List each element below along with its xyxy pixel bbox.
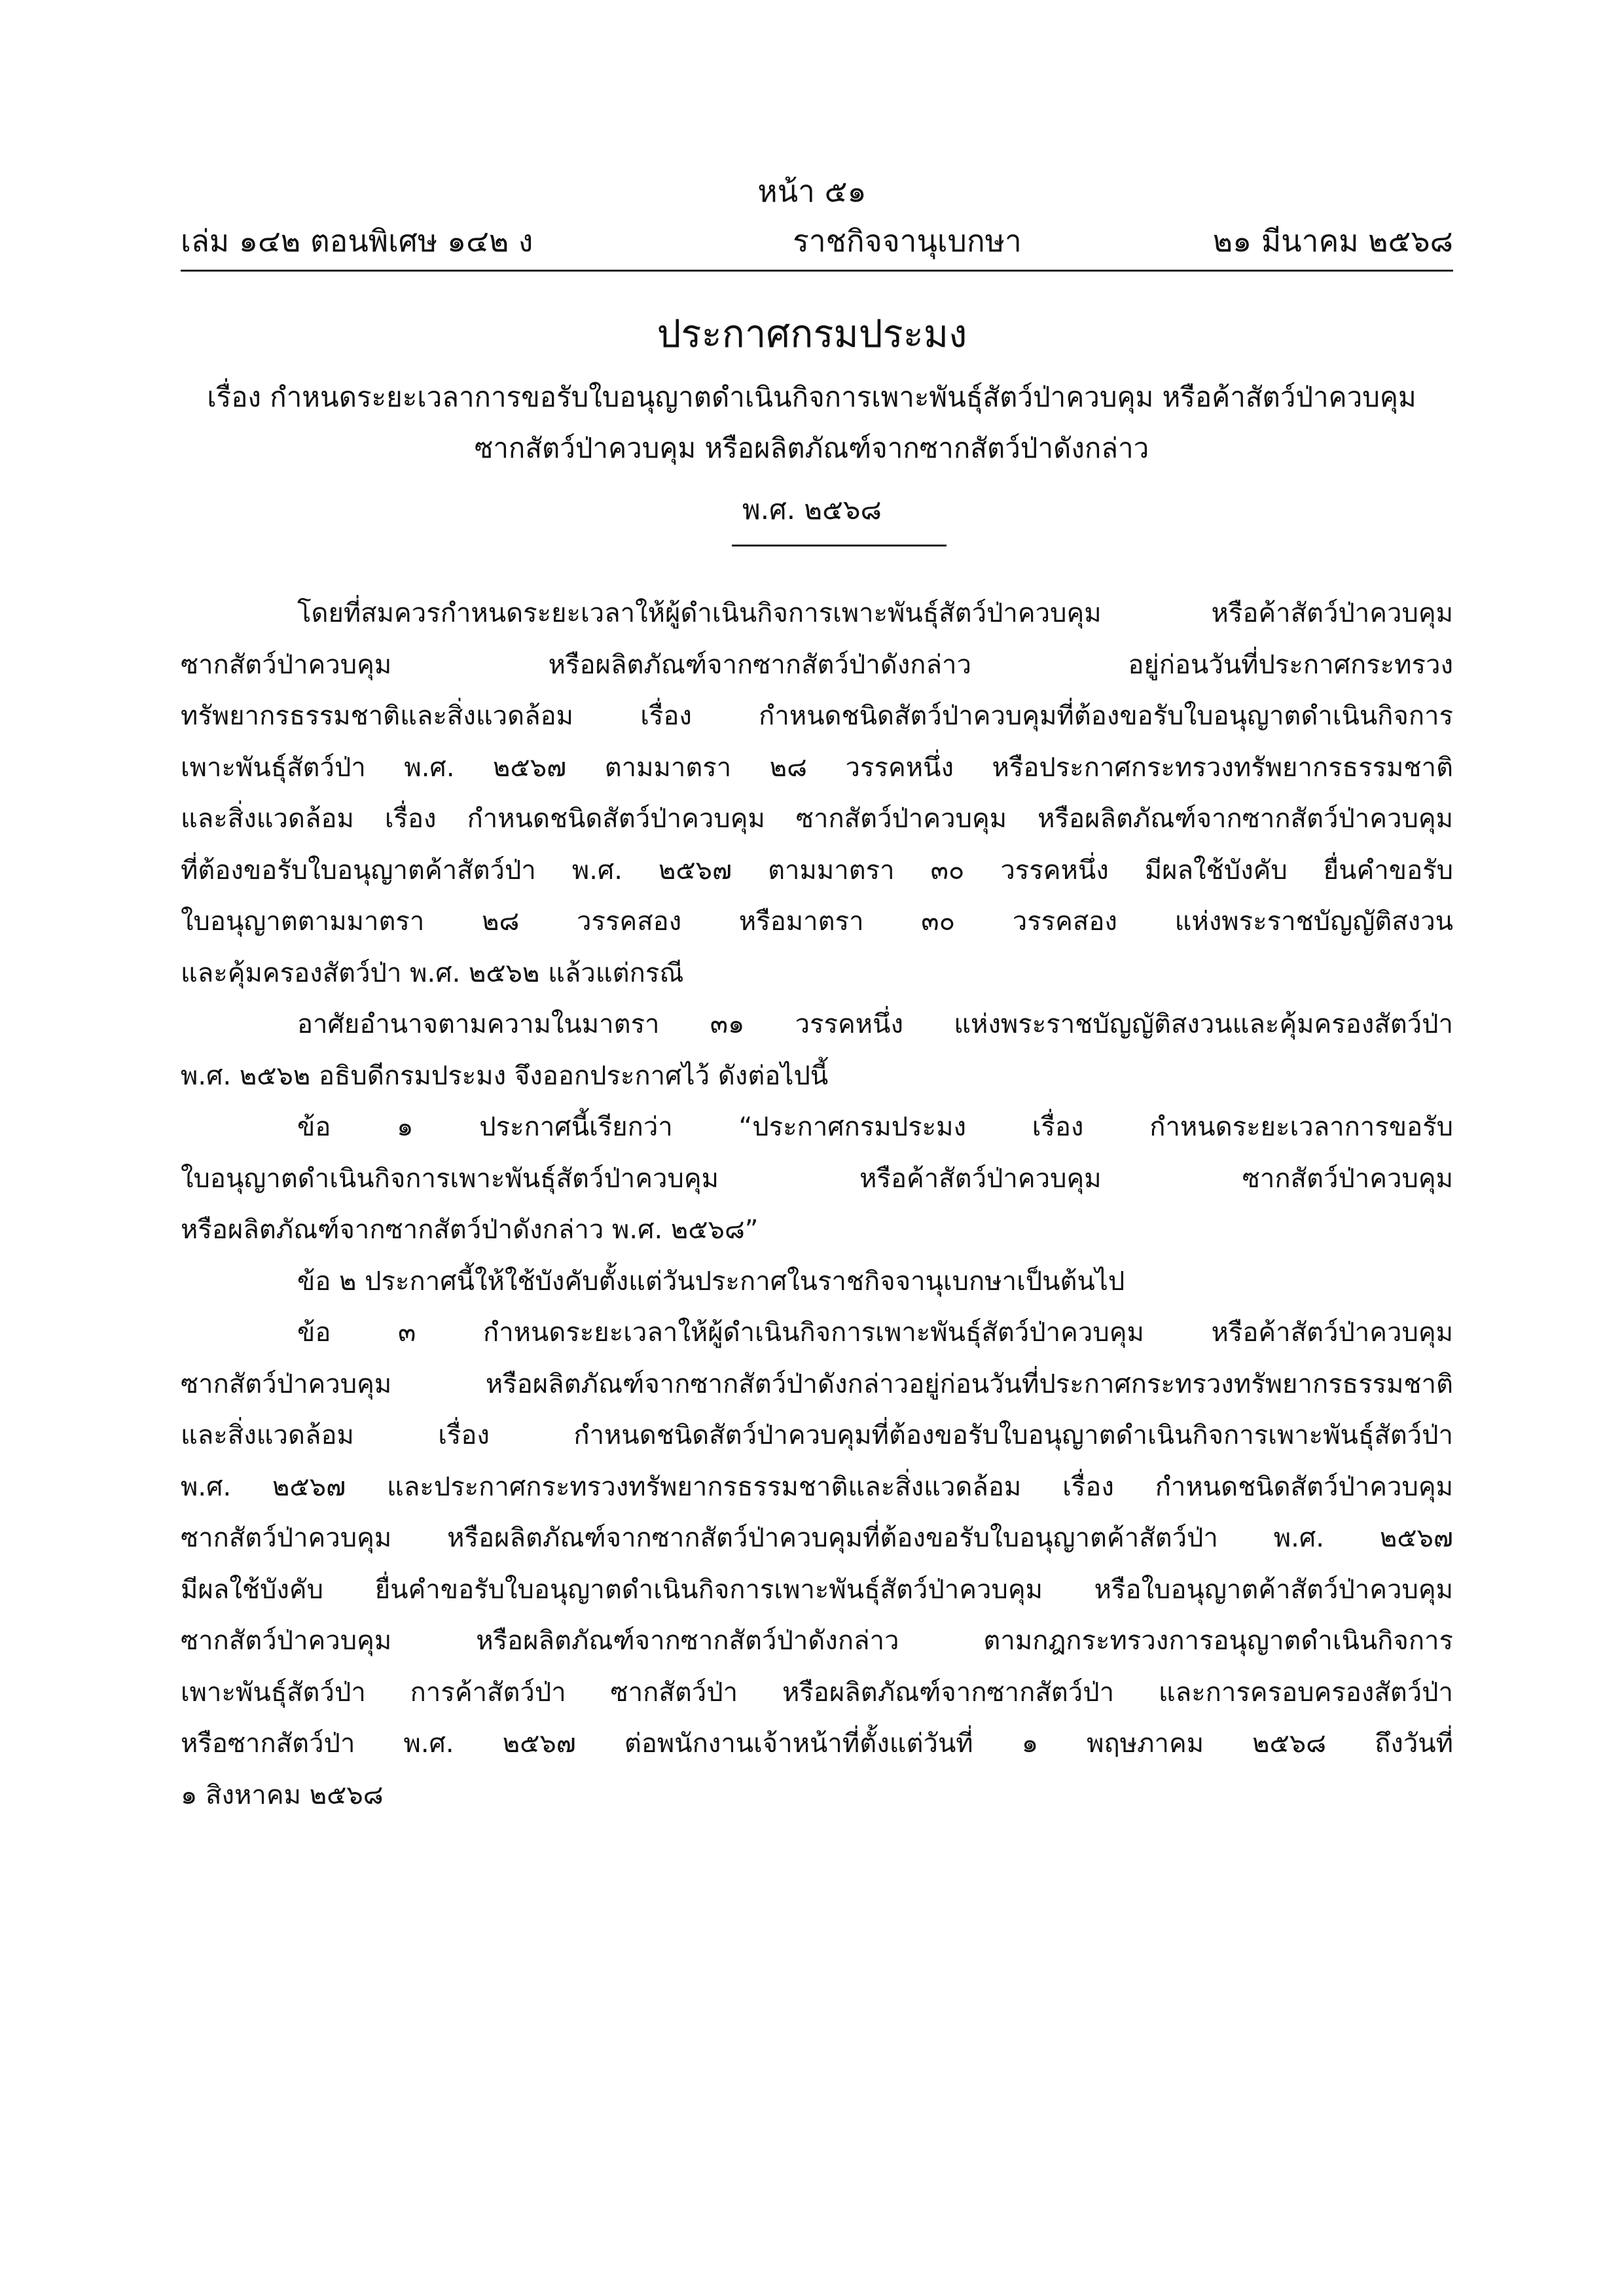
clause-3-line: ข้อ ๓ กำหนดระยะเวลาให้ผู้ดำเนินกิจการเพาะพันธุ์สัตว์ป่าควบคุม หรือค้าสัตว์ป่าควบคุม <box>297 1318 1453 1348</box>
page-number: หน้า ๕๑ <box>757 173 867 209</box>
body-line: ซากสัตว์ป่าควบคุม หรือผลิตภัณฑ์จากซากสัตว์ป่าดังกล่าว ตามกฎกระทรวงการอนุญาตดำเนินกิจการ <box>181 1626 1453 1656</box>
subject-line: ซากสัตว์ป่าควบคุม หรือผลิตภัณฑ์จากซากสัตว์ป่าดังกล่าว <box>474 432 1149 464</box>
body-line: และสิ่งแวดล้อม เรื่อง กำหนดชนิดสัตว์ป่าควบคุม ซากสัตว์ป่าควบคุม หรือผลิตภัณฑ์จากซากสัตว์ป่าควบคุม <box>181 804 1453 834</box>
body-line: ๑ สิงหาคม ๒๕๖๘ <box>181 1780 384 1810</box>
body-line: และคุ้มครองสัตว์ป่า พ.ศ. ๒๕๖๒ แล้วแต่กรณี <box>181 958 684 988</box>
volume-issue: เล่ม ๑๔๒ ตอนพิเศษ ๑๔๒ ง <box>181 223 533 259</box>
announcement-title: ประกาศกรมประมง <box>657 312 967 356</box>
body-line: ใบอนุญาตตามมาตรา ๒๘ วรรคสอง หรือมาตรา ๓๐ วรรคสอง แห่งพระราชบัญญัติสงวน <box>181 906 1453 937</box>
gazette-name: ราชกิจจานุเบกษา <box>793 223 1022 259</box>
body-line: พ.ศ. ๒๕๖๗ และประกาศกระทรวงทรัพยากรธรรมชาติและสิ่งแวดล้อม เรื่อง กำหนดชนิดสัตว์ป่าควบคุม <box>181 1471 1453 1502</box>
body-line: เพาะพันธุ์สัตว์ป่า พ.ศ. ๒๕๖๗ ตามมาตรา ๒๘ วรรคหนึ่ง หรือประกาศกระทรวงทรัพยากรธรรมชาติ <box>181 752 1453 783</box>
body-line: อาศัยอำนาจตามความในมาตรา ๓๑ วรรคหนึ่ง แห่งพระราชบัญญัติสงวนและคุ้มครองสัตว์ป่า <box>297 1009 1453 1039</box>
clause-1-line: ข้อ ๑ ประกาศนี้เรียกว่า “ประกาศกรมประมง เรื่อง กำหนดระยะเวลาการขอรับ <box>297 1112 1453 1142</box>
announcement-year: พ.ศ. ๒๕๖๘ <box>742 493 882 526</box>
publication-date: ๒๑ มีนาคม ๒๕๖๘ <box>1212 223 1453 259</box>
body-line: ซากสัตว์ป่าควบคุม หรือผลิตภัณฑ์จากซากสัตว์ป่าดังกล่าว อยู่ก่อนวันที่ประกาศกระทรวง <box>181 649 1453 680</box>
body-line: มีผลใช้บังคับ ยื่นคำขอรับใบอนุญาตดำเนินกิจการเพาะพันธุ์สัตว์ป่าควบคุม หรือใบอนุญาตค้าสัตว์ป่าควบคุม <box>181 1574 1453 1605</box>
body-line: ซากสัตว์ป่าควบคุม หรือผลิตภัณฑ์จากซากสัตว์ป่าควบคุมที่ต้องขอรับใบอนุญาตค้าสัตว์ป่า พ.ศ. ๒๕๖๗ <box>181 1523 1453 1553</box>
subject-line: เรื่อง กำหนดระยะเวลาการขอรับใบอนุญาตดำเนินกิจการเพาะพันธุ์สัตว์ป่าควบคุม หรือค้าสัตว์ป่าควบคุม <box>207 381 1416 413</box>
body-line: ใบอนุญาตดำเนินกิจการเพาะพันธุ์สัตว์ป่าควบคุม หรือค้าสัตว์ป่าควบคุม ซากสัตว์ป่าควบคุม <box>181 1163 1453 1194</box>
announcement-subject <box>183 372 1440 474</box>
body-line: หรือผลิตภัณฑ์จากซากสัตว์ป่าดังกล่าว พ.ศ. ๒๕๖๘” <box>181 1215 759 1245</box>
body-line: เพาะพันธุ์สัตว์ป่า การค้าสัตว์ป่า ซากสัตว์ป่า หรือผลิตภัณฑ์จากซากสัตว์ป่า และการครอบครองสัตว์ป่า <box>181 1677 1453 1708</box>
body-line: หรือซากสัตว์ป่า พ.ศ. ๒๕๖๗ ต่อพนักงานเจ้าหน้าที่ตั้งแต่วันที่ ๑ พฤษภาคม ๒๕๖๘ ถึงวันที่ <box>181 1729 1453 1759</box>
gazette-header <box>181 220 1453 262</box>
body-line: โดยที่สมควรกำหนดระยะเวลาให้ผู้ดำเนินกิจการเพาะพันธุ์สัตว์ป่าควบคุม หรือค้าสัตว์ป่าควบคุม <box>297 598 1453 628</box>
body-line: ทรัพยากรธรรมชาติและสิ่งแวดล้อม เรื่อง กำหนดชนิดสัตว์ป่าควบคุมที่ต้องขอรับใบอนุญาตดำเนินกิจการ <box>181 701 1453 731</box>
clause-2-line: ข้อ ๒ ประกาศนี้ให้ใช้บังคับตั้งแต่วันประกาศในราชกิจจานุเบกษาเป็นต้นไป <box>297 1266 1125 1297</box>
body-line: พ.ศ. ๒๕๖๒ อธิบดีกรมประมง จึงออกประกาศไว้ ดังต่อไปนี้ <box>181 1060 829 1091</box>
announcement-body <box>181 588 1453 1821</box>
body-line: ที่ต้องขอรับใบอนุญาตค้าสัตว์ป่า พ.ศ. ๒๕๖๗ ตามมาตรา ๓๐ วรรคหนึ่ง มีผลใช้บังคับ ยื่นคำขอรับ <box>181 855 1453 886</box>
body-line: และสิ่งแวดล้อม เรื่อง กำหนดชนิดสัตว์ป่าควบคุมที่ต้องขอรับใบอนุญาตดำเนินกิจการเพาะพันธุ์สัตว์ป่า <box>181 1420 1453 1450</box>
body-line: ซากสัตว์ป่าควบคุม หรือผลิตภัณฑ์จากซากสัตว์ป่าดังกล่าวอยู่ก่อนวันที่ประกาศกระทรวงทรัพยากรธรรมชาติ <box>181 1369 1453 1399</box>
header-divider <box>181 270 1453 272</box>
title-divider <box>732 545 947 547</box>
